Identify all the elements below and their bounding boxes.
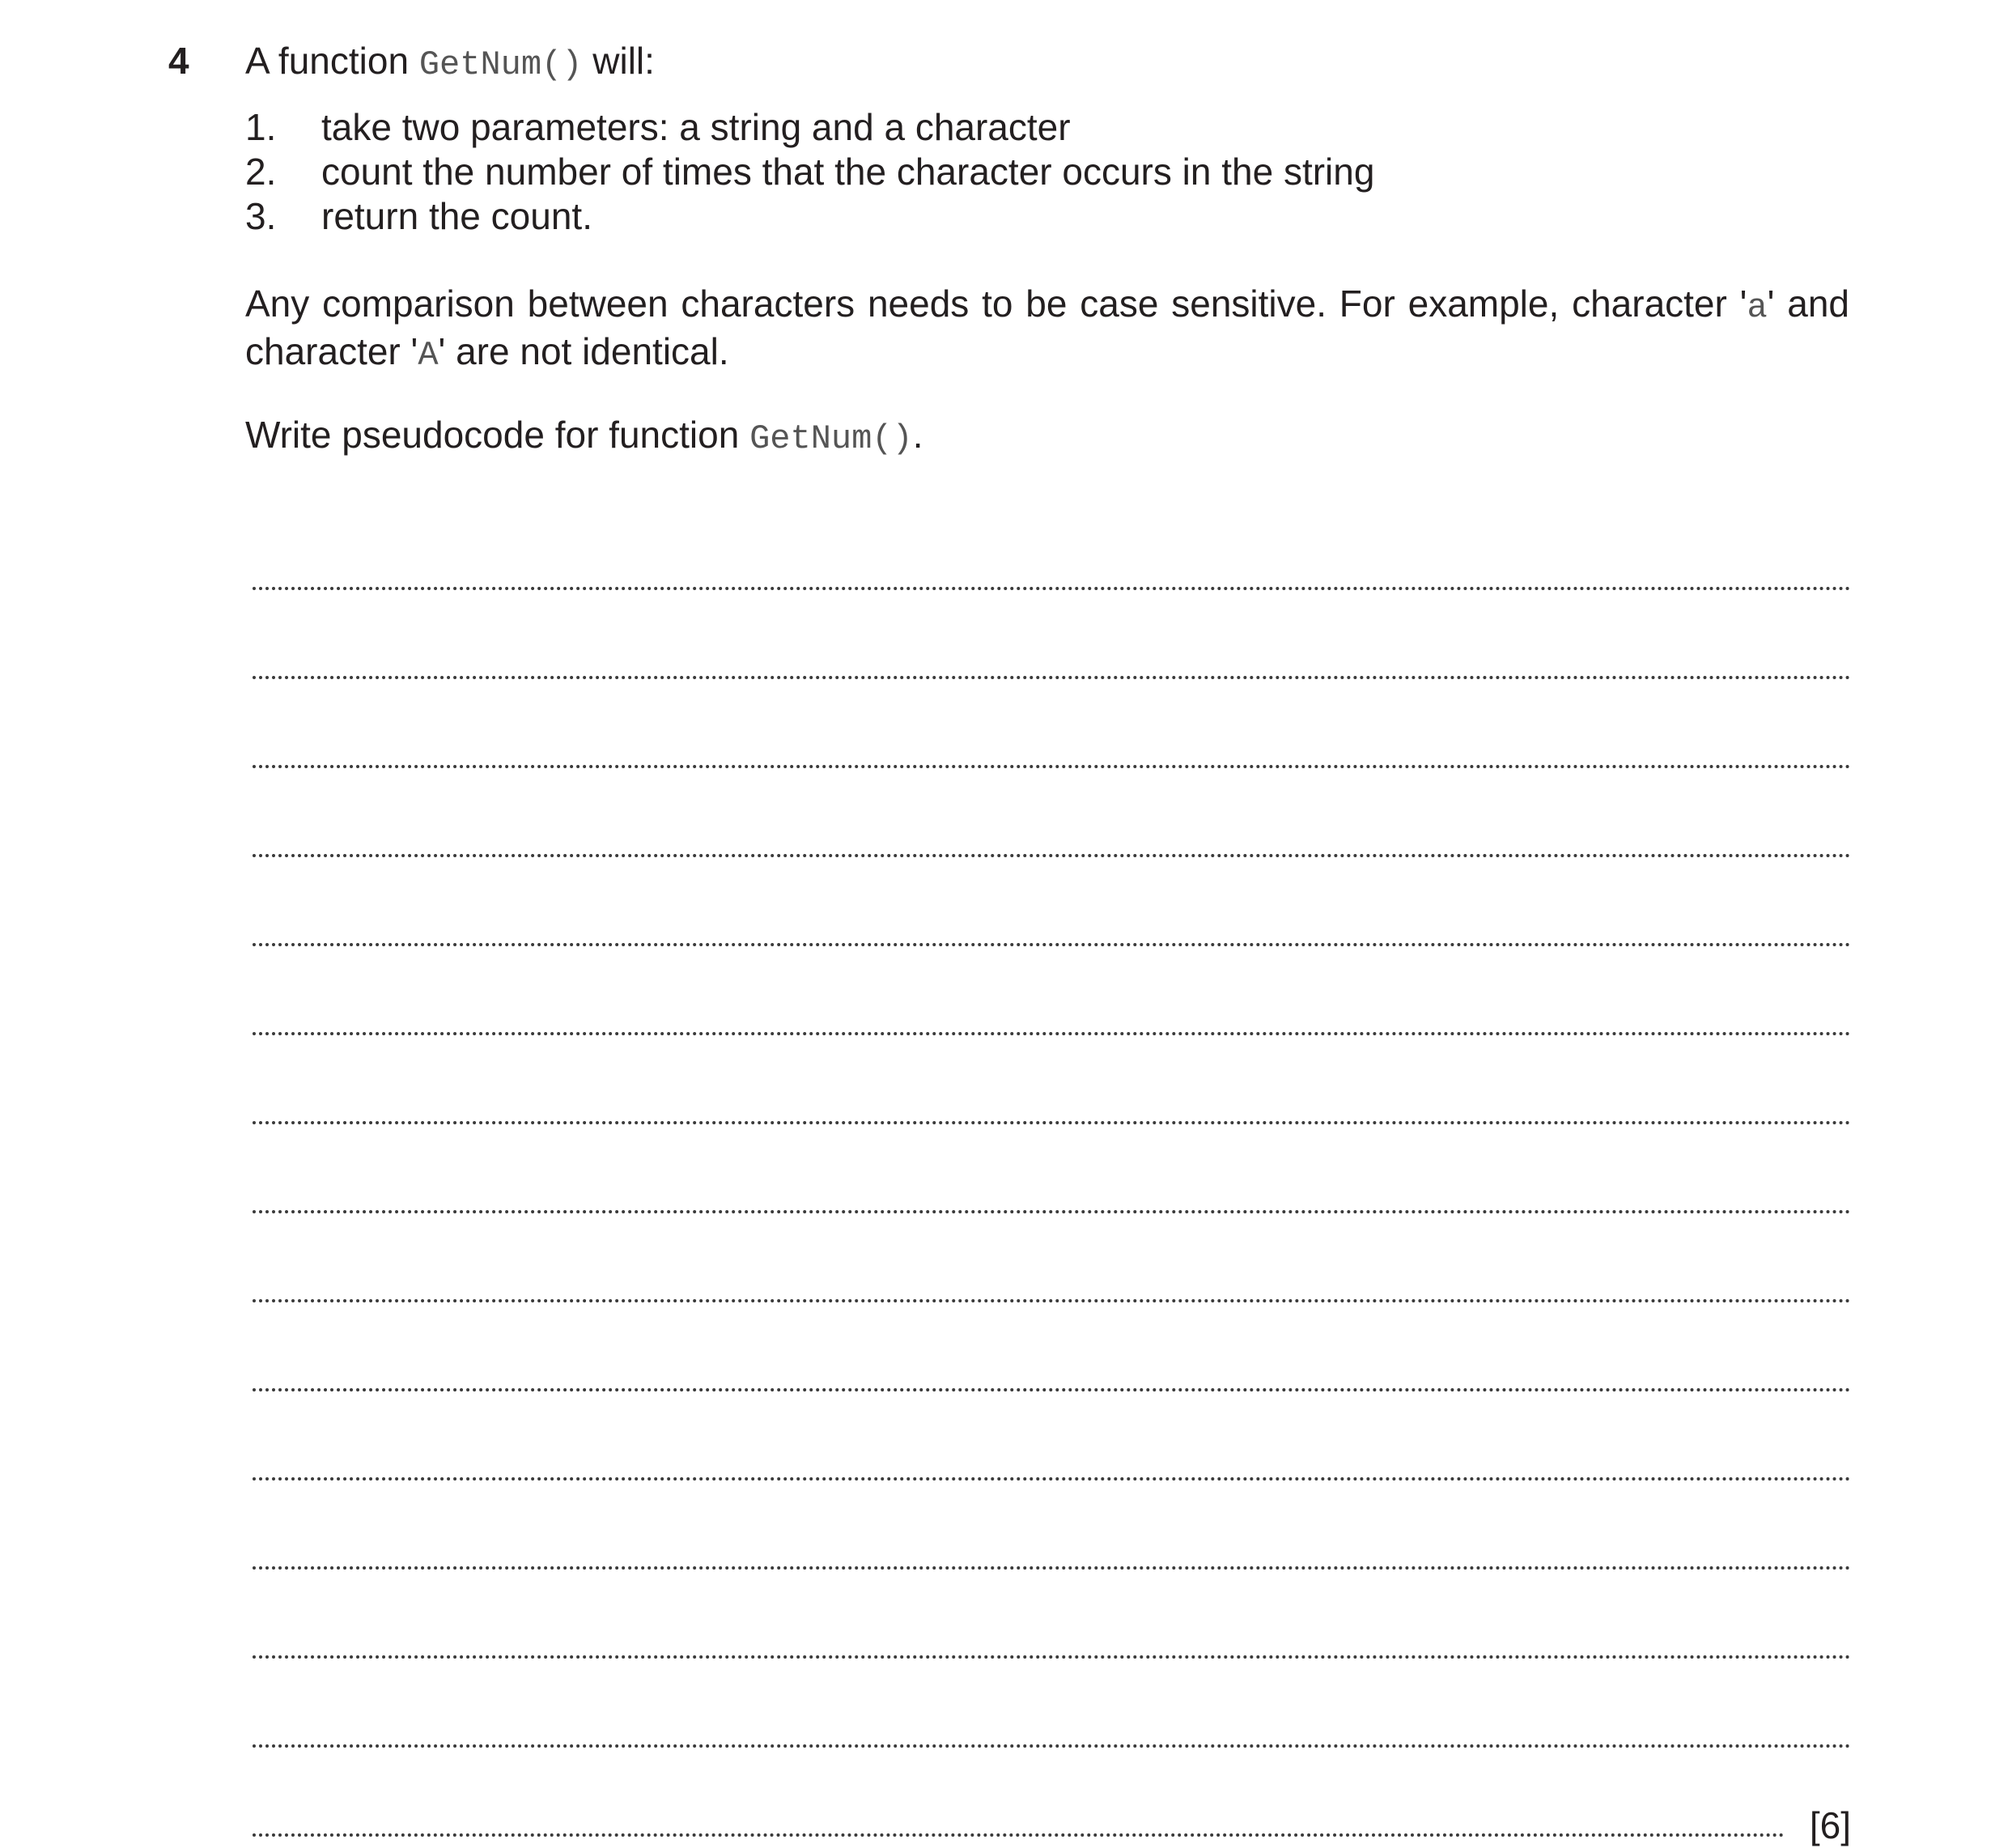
dotted-rule xyxy=(253,1299,1851,1302)
answer-line[interactable] xyxy=(253,506,1851,595)
answer-line[interactable] xyxy=(253,1574,1851,1663)
answer-line[interactable] xyxy=(253,595,1851,684)
answer-line[interactable] xyxy=(253,773,1851,862)
dotted-rule xyxy=(253,1477,1851,1481)
dotted-rule xyxy=(253,1566,1851,1570)
dotted-rule xyxy=(253,765,1851,768)
answer-line[interactable] xyxy=(253,1663,1851,1752)
note-text-2: ' and character ' xyxy=(245,283,1850,372)
dotted-rule xyxy=(253,943,1851,946)
note-code-uppercase-a: A xyxy=(418,336,439,375)
answer-line-last[interactable] xyxy=(253,1752,1851,1846)
answer-line[interactable] xyxy=(253,1040,1851,1129)
list-item xyxy=(245,105,1374,150)
instruction-text-before: Write pseudocode for function xyxy=(245,414,750,456)
dotted-rule xyxy=(253,587,1851,590)
marks-allocation: [6] xyxy=(1809,1803,1851,1846)
answer-line[interactable] xyxy=(253,862,1851,951)
answer-line[interactable] xyxy=(253,1218,1851,1307)
list-item-number: 1. xyxy=(245,106,277,148)
function-name-code: GetNum() xyxy=(418,45,583,84)
list-item-text: return the count. xyxy=(321,195,592,237)
answer-line[interactable] xyxy=(253,1307,1851,1396)
dotted-rule xyxy=(253,1210,1851,1213)
dotted-rule xyxy=(253,1833,1785,1837)
answer-line[interactable] xyxy=(253,1129,1851,1218)
answer-area[interactable] xyxy=(253,506,1851,1846)
note-code-lowercase-a: a xyxy=(1747,288,1768,327)
task-instruction xyxy=(245,413,923,459)
instruction-function-code: GetNum() xyxy=(749,419,913,458)
dotted-rule xyxy=(253,1121,1851,1124)
list-item-number: 3. xyxy=(245,195,277,237)
list-item xyxy=(245,194,1374,239)
answer-line[interactable] xyxy=(253,684,1851,773)
intro-text-after: will: xyxy=(582,40,655,82)
instruction-text-after: . xyxy=(912,414,923,456)
dotted-rule xyxy=(253,1388,1851,1391)
requirements-list xyxy=(245,105,1374,239)
intro-text-before: A function xyxy=(245,40,419,82)
case-sensitivity-note xyxy=(245,282,1849,377)
list-item xyxy=(245,150,1374,194)
question-number: 4 xyxy=(168,40,189,82)
list-item-number: 2. xyxy=(245,151,277,193)
dotted-rule xyxy=(253,1032,1851,1035)
dotted-rule xyxy=(253,676,1851,679)
dotted-rule xyxy=(253,1655,1851,1659)
answer-line[interactable] xyxy=(253,1485,1851,1574)
question-intro xyxy=(245,39,655,85)
list-item-text: take two parameters: a string and a character xyxy=(321,106,1071,148)
dotted-rule xyxy=(253,1744,1851,1748)
note-text-3: ' are not identical. xyxy=(438,330,729,372)
answer-line[interactable] xyxy=(253,951,1851,1040)
list-item-text: count the number of times that the character occurs in the string xyxy=(321,151,1375,193)
note-text-1: Any comparison between characters needs to be case sensitive. For example, character ' xyxy=(245,283,1747,325)
answer-line[interactable] xyxy=(253,1396,1851,1485)
dotted-rule xyxy=(253,854,1851,857)
